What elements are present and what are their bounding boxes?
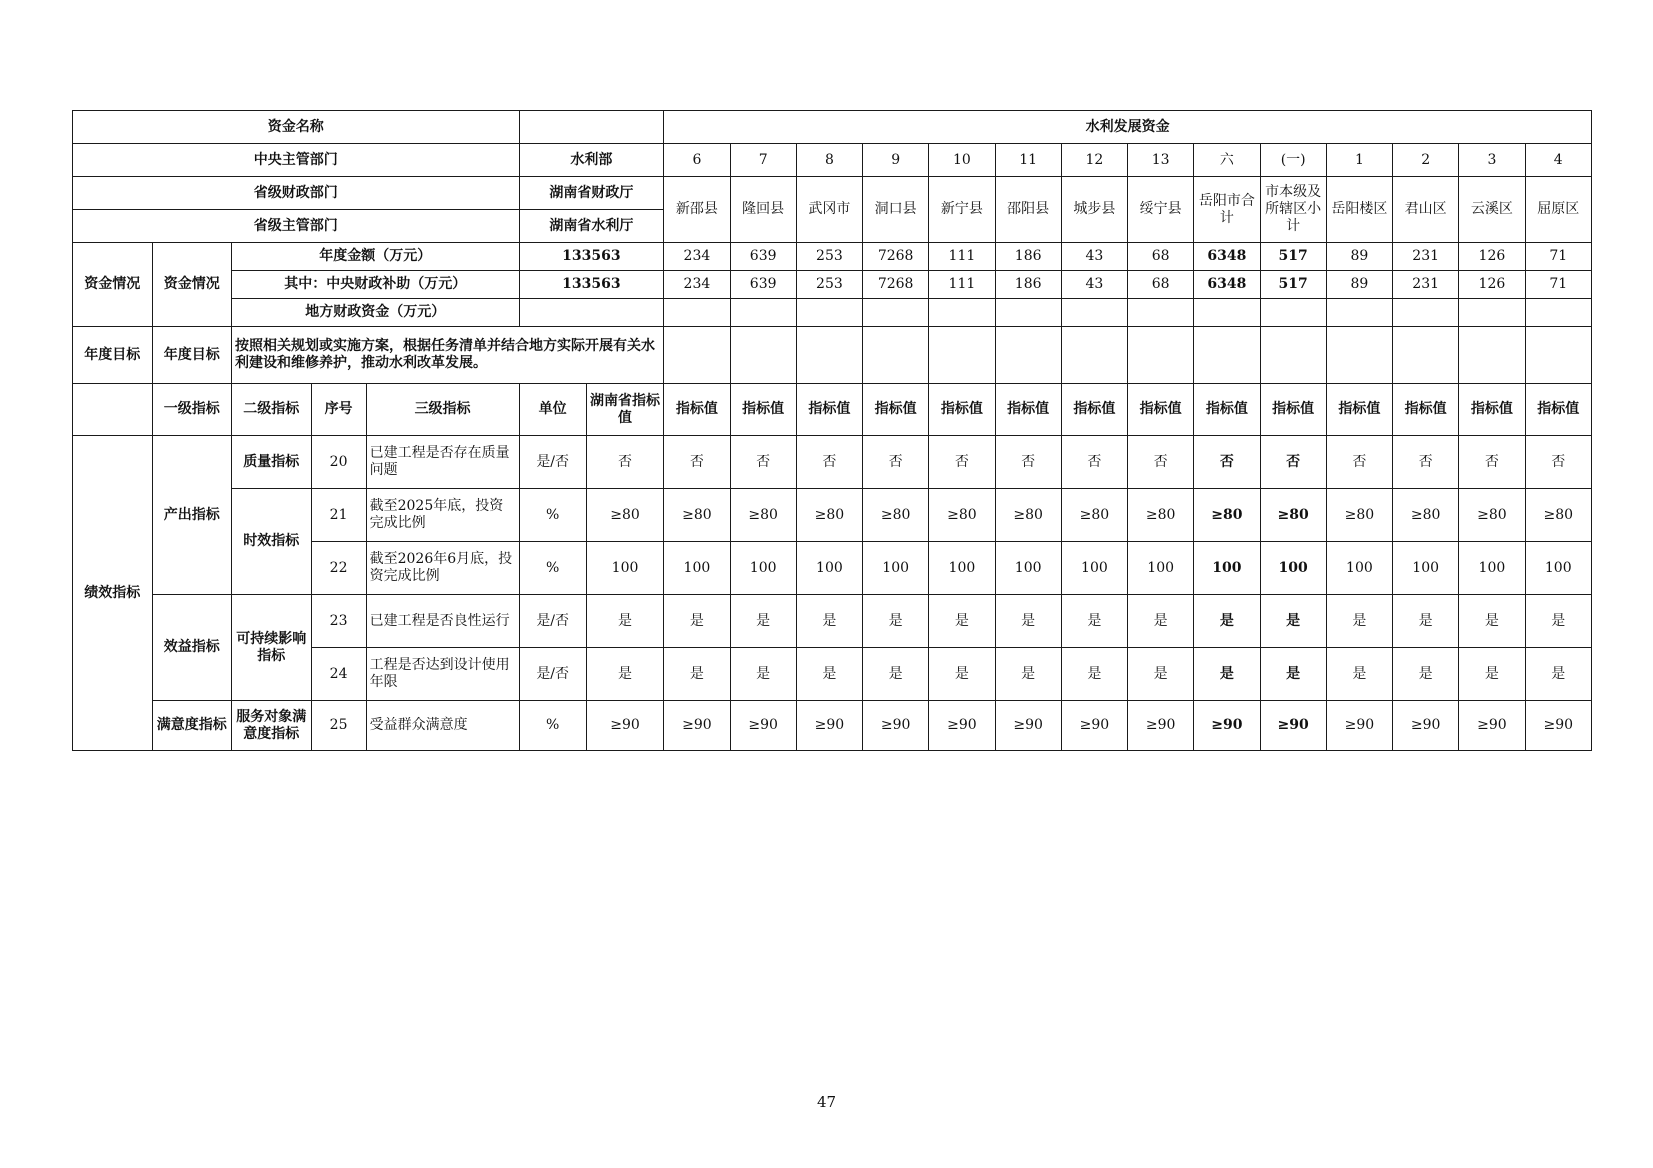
column-annual-amount: 71: [1525, 243, 1591, 271]
group-timeliness: 时效指标: [232, 489, 312, 595]
indicator-value: 是: [1393, 595, 1459, 648]
column-goal-blank: [1459, 327, 1525, 384]
column-goal-blank: [730, 327, 796, 384]
column-region-name: 君山区: [1393, 177, 1459, 243]
column-number: 12: [1061, 144, 1127, 177]
perf-label: 绩效指标: [73, 436, 153, 751]
annual-amount-row: [73, 243, 1592, 271]
column-central-subsidy: 126: [1459, 271, 1525, 299]
indicator-value: 100: [1525, 542, 1591, 595]
indicator-value: 100: [1260, 542, 1326, 595]
column-region-name: 岳阳市合计: [1194, 177, 1260, 243]
province-subsidy: 133563: [519, 271, 664, 299]
indicator-value: 100: [1061, 542, 1127, 595]
indicator-name: 截至2025年底，投资完成比例: [366, 489, 519, 542]
indicator-value: 是: [1393, 648, 1459, 701]
indicator-value: 100: [929, 542, 995, 595]
column-local-funds: [796, 299, 862, 327]
column-value-header: 指标值: [1128, 384, 1194, 436]
column-number: (一): [1260, 144, 1326, 177]
indicator-value: 100: [1128, 542, 1194, 595]
column-region-name: 武冈市: [796, 177, 862, 243]
column-annual-amount: 111: [929, 243, 995, 271]
prov-finance-label: 省级财政部门: [73, 177, 520, 210]
indicator-value: 否: [995, 436, 1061, 489]
column-local-funds: [1393, 299, 1459, 327]
indicator-value: 是: [1459, 648, 1525, 701]
indicator-value: 是: [1061, 595, 1127, 648]
column-goal-blank: [1061, 327, 1127, 384]
indicator-value: 否: [1260, 436, 1326, 489]
indicator-value: ≥90: [796, 701, 862, 751]
indicator-value: 是: [1459, 595, 1525, 648]
indicator-prov-value: 100: [586, 542, 663, 595]
indicator-unit: %: [519, 489, 586, 542]
column-region-name: 绥宁县: [1128, 177, 1194, 243]
column-annual-amount: 253: [796, 243, 862, 271]
indicator-seq: 20: [311, 436, 366, 489]
column-local-funds: [929, 299, 995, 327]
indicator-value: ≥80: [1525, 489, 1591, 542]
indicator-value: ≥90: [929, 701, 995, 751]
indicator-value: 是: [863, 595, 929, 648]
indicator-row-23: [73, 595, 1592, 648]
column-value-header: 指标值: [1194, 384, 1260, 436]
column-annual-amount: 639: [730, 243, 796, 271]
indicator-value: ≥80: [995, 489, 1061, 542]
province-amount: 133563: [519, 243, 664, 271]
column-region-name: 云溪区: [1459, 177, 1525, 243]
column-value-header: 指标值: [1326, 384, 1392, 436]
indicator-value: 是: [863, 648, 929, 701]
header-blank: [73, 384, 153, 436]
column-central-subsidy: 517: [1260, 271, 1326, 299]
indicator-value: 100: [1326, 542, 1392, 595]
indicator-unit: %: [519, 542, 586, 595]
indicator-value: 是: [1128, 648, 1194, 701]
indicator-value: 是: [995, 595, 1061, 648]
column-annual-amount: 186: [995, 243, 1061, 271]
column-goal-blank: [664, 327, 730, 384]
central-dept-row: [73, 144, 1592, 177]
indicator-value: 是: [1525, 595, 1591, 648]
indicator-value: 是: [664, 648, 730, 701]
column-local-funds: [1459, 299, 1525, 327]
indicator-seq: 25: [311, 701, 366, 751]
indicator-value: 是: [1326, 648, 1392, 701]
central-dept-label: 中央主管部门: [73, 144, 520, 177]
column-value-header: 指标值: [796, 384, 862, 436]
header-level1: 一级指标: [152, 384, 232, 436]
indicator-value: 是: [796, 648, 862, 701]
indicator-value: 否: [664, 436, 730, 489]
column-region-name: 市本级及所辖区小计: [1260, 177, 1326, 243]
local-funds-row: [73, 299, 1592, 327]
indicator-value: 是: [1061, 648, 1127, 701]
column-central-subsidy: 7268: [863, 271, 929, 299]
indicator-row-20: [73, 436, 1592, 489]
fund-name-label: 资金名称: [73, 111, 520, 144]
prov-finance-row: [73, 177, 1592, 210]
indicator-value: 否: [1194, 436, 1260, 489]
header-level3: 三级指标: [366, 384, 519, 436]
column-goal-blank: [796, 327, 862, 384]
column-goal-blank: [1260, 327, 1326, 384]
column-region-name: 邵阳县: [995, 177, 1061, 243]
indicator-value: 否: [1061, 436, 1127, 489]
group-benefit: 效益指标: [152, 595, 232, 701]
performance-target-table: [72, 110, 1592, 751]
column-number: 3: [1459, 144, 1525, 177]
column-central-subsidy: 231: [1393, 271, 1459, 299]
indicator-unit: 是/否: [519, 648, 586, 701]
indicator-value: 否: [863, 436, 929, 489]
indicator-value: 否: [929, 436, 995, 489]
indicator-value: 100: [995, 542, 1061, 595]
prov-dept-value: 湖南省水利厅: [519, 210, 664, 243]
column-region-name: 新邵县: [664, 177, 730, 243]
column-central-subsidy: 89: [1326, 271, 1392, 299]
indicator-value: ≥80: [1128, 489, 1194, 542]
column-value-header: 指标值: [929, 384, 995, 436]
column-local-funds: [1061, 299, 1127, 327]
indicator-prov-value: 是: [586, 648, 663, 701]
indicator-value: 100: [1393, 542, 1459, 595]
column-local-funds: [664, 299, 730, 327]
column-goal-blank: [863, 327, 929, 384]
column-central-subsidy: 71: [1525, 271, 1591, 299]
indicator-value: 否: [1128, 436, 1194, 489]
column-region-name: 隆回县: [730, 177, 796, 243]
indicator-value: 是: [1194, 648, 1260, 701]
header-prov-value: 湖南省指标值: [586, 384, 663, 436]
column-value-header: 指标值: [1459, 384, 1525, 436]
column-goal-blank: [1194, 327, 1260, 384]
column-local-funds: [995, 299, 1061, 327]
column-value-header: 指标值: [1260, 384, 1326, 436]
indicator-value: 100: [1194, 542, 1260, 595]
column-number: 13: [1128, 144, 1194, 177]
column-local-funds: [1326, 299, 1392, 327]
prov-finance-value: 湖南省财政厅: [519, 177, 664, 210]
indicator-unit: %: [519, 701, 586, 751]
indicator-value: ≥80: [929, 489, 995, 542]
column-goal-blank: [995, 327, 1061, 384]
column-goal-blank: [1393, 327, 1459, 384]
indicator-name: 受益群众满意度: [366, 701, 519, 751]
column-central-subsidy: 253: [796, 271, 862, 299]
indicator-value: ≥90: [995, 701, 1061, 751]
indicator-value: 是: [1260, 595, 1326, 648]
indicator-value: ≥90: [1128, 701, 1194, 751]
indicator-value: 是: [929, 595, 995, 648]
goal-text: 按照相关规划或实施方案，根据任务清单并结合地方实际开展有关水利建设和维修养护，推动水利改革发展。: [232, 327, 664, 384]
column-local-funds: [1194, 299, 1260, 327]
annual-goal-row: [73, 327, 1592, 384]
column-central-subsidy: 68: [1128, 271, 1194, 299]
indicator-value: 否: [1393, 436, 1459, 489]
indicator-name: 已建工程是否良性运行: [366, 595, 519, 648]
annual-amount-label: 年度金额（万元）: [232, 243, 520, 271]
fund-name-blank: [519, 111, 664, 144]
column-annual-amount: 6348: [1194, 243, 1260, 271]
indicator-seq: 22: [311, 542, 366, 595]
column-number: 9: [863, 144, 929, 177]
indicator-value: 100: [863, 542, 929, 595]
column-number: 11: [995, 144, 1061, 177]
indicator-prov-value: ≥90: [586, 701, 663, 751]
indicator-value: ≥90: [1459, 701, 1525, 751]
fund-name-value: 水利发展资金: [664, 111, 1592, 144]
column-annual-amount: 234: [664, 243, 730, 271]
indicator-value: 是: [796, 595, 862, 648]
indicator-value: ≥80: [1260, 489, 1326, 542]
column-annual-amount: 126: [1459, 243, 1525, 271]
header-unit: 单位: [519, 384, 586, 436]
central-subsidy-label: 其中：中央财政补助（万元）: [232, 271, 520, 299]
indicator-value: 是: [1525, 648, 1591, 701]
group-sustain: 可持续影响指标: [232, 595, 312, 701]
indicator-value: 否: [1459, 436, 1525, 489]
local-funds-label: 地方财政资金（万元）: [232, 299, 520, 327]
indicator-unit: 是/否: [519, 436, 586, 489]
column-value-header: 指标值: [730, 384, 796, 436]
indicator-prov-value: 否: [586, 436, 663, 489]
funds-label-1: 资金情况: [73, 243, 153, 327]
indicator-value: ≥90: [1194, 701, 1260, 751]
indicator-value: 否: [796, 436, 862, 489]
indicator-prov-value: ≥80: [586, 489, 663, 542]
indicator-value: ≥80: [1393, 489, 1459, 542]
indicator-row-25: [73, 701, 1592, 751]
column-number: 10: [929, 144, 995, 177]
column-annual-amount: 43: [1061, 243, 1127, 271]
header-level2: 二级指标: [232, 384, 312, 436]
indicator-value: ≥90: [1260, 701, 1326, 751]
column-region-name: 洞口县: [863, 177, 929, 243]
column-annual-amount: 89: [1326, 243, 1392, 271]
column-region-name: 屈原区: [1525, 177, 1591, 243]
indicator-name: 工程是否达到设计使用年限: [366, 648, 519, 701]
indicator-header-row: [73, 384, 1592, 436]
column-goal-blank: [1525, 327, 1591, 384]
column-annual-amount: 68: [1128, 243, 1194, 271]
column-central-subsidy: 639: [730, 271, 796, 299]
column-annual-amount: 517: [1260, 243, 1326, 271]
indicator-value: ≥90: [1326, 701, 1392, 751]
indicator-value: ≥80: [863, 489, 929, 542]
column-goal-blank: [1128, 327, 1194, 384]
column-goal-blank: [1326, 327, 1392, 384]
column-value-header: 指标值: [1393, 384, 1459, 436]
column-value-header: 指标值: [863, 384, 929, 436]
indicator-seq: 23: [311, 595, 366, 648]
column-value-header: 指标值: [1525, 384, 1591, 436]
column-number: 六: [1194, 144, 1260, 177]
indicator-value: ≥80: [1194, 489, 1260, 542]
fund-name-row: [73, 111, 1592, 144]
indicator-value: 是: [730, 595, 796, 648]
indicator-value: ≥90: [1061, 701, 1127, 751]
indicator-value: 是: [664, 595, 730, 648]
column-goal-blank: [929, 327, 995, 384]
indicator-value: ≥90: [664, 701, 730, 751]
indicator-value: 100: [1459, 542, 1525, 595]
indicator-value: 是: [929, 648, 995, 701]
column-central-subsidy: 234: [664, 271, 730, 299]
central-subsidy-row: [73, 271, 1592, 299]
indicator-value: 是: [730, 648, 796, 701]
indicator-value: 否: [1525, 436, 1591, 489]
column-local-funds: [863, 299, 929, 327]
column-region-name: 岳阳楼区: [1326, 177, 1392, 243]
column-annual-amount: 231: [1393, 243, 1459, 271]
column-local-funds: [1128, 299, 1194, 327]
column-local-funds: [1525, 299, 1591, 327]
column-value-header: 指标值: [1061, 384, 1127, 436]
column-number: 6: [664, 144, 730, 177]
funds-label-2: 资金情况: [152, 243, 232, 327]
column-region-name: 城步县: [1061, 177, 1127, 243]
goal-label-2: 年度目标: [152, 327, 232, 384]
group-output: 产出指标: [152, 436, 232, 595]
indicator-value: ≥80: [664, 489, 730, 542]
column-local-funds: [730, 299, 796, 327]
indicator-value: ≥90: [863, 701, 929, 751]
indicator-value: 是: [1194, 595, 1260, 648]
local-funds-province: [519, 299, 664, 327]
column-annual-amount: 7268: [863, 243, 929, 271]
indicator-seq: 24: [311, 648, 366, 701]
indicator-value: ≥80: [1061, 489, 1127, 542]
column-number: 1: [1326, 144, 1392, 177]
indicator-value: 否: [1326, 436, 1392, 489]
column-region-name: 新宁县: [929, 177, 995, 243]
column-number: 7: [730, 144, 796, 177]
group-satisfaction: 满意度指标: [152, 701, 232, 751]
column-central-subsidy: 111: [929, 271, 995, 299]
indicator-value: 是: [1326, 595, 1392, 648]
indicator-value: 是: [995, 648, 1061, 701]
indicator-name: 已建工程是否存在质量问题: [366, 436, 519, 489]
column-number: 4: [1525, 144, 1591, 177]
prov-dept-label: 省级主管部门: [73, 210, 520, 243]
indicator-value: ≥80: [1326, 489, 1392, 542]
column-local-funds: [1260, 299, 1326, 327]
header-seq: 序号: [311, 384, 366, 436]
indicator-value: ≥80: [1459, 489, 1525, 542]
group-service: 服务对象满意度指标: [232, 701, 312, 751]
indicator-unit: 是/否: [519, 595, 586, 648]
goal-label-1: 年度目标: [73, 327, 153, 384]
indicator-value: ≥90: [730, 701, 796, 751]
indicator-seq: 21: [311, 489, 366, 542]
column-number: 8: [796, 144, 862, 177]
indicator-value: ≥90: [1393, 701, 1459, 751]
column-central-subsidy: 186: [995, 271, 1061, 299]
indicator-value: 是: [1260, 648, 1326, 701]
column-central-subsidy: 43: [1061, 271, 1127, 299]
indicator-value: 是: [1128, 595, 1194, 648]
indicator-prov-value: 是: [586, 595, 663, 648]
column-value-header: 指标值: [664, 384, 730, 436]
group-quality: 质量指标: [232, 436, 312, 489]
column-value-header: 指标值: [995, 384, 1061, 436]
indicator-row-21: [73, 489, 1592, 542]
indicator-value: 100: [664, 542, 730, 595]
indicator-value: 100: [730, 542, 796, 595]
central-dept-value: 水利部: [519, 144, 664, 177]
indicator-value: ≥80: [730, 489, 796, 542]
indicator-value: ≥90: [1525, 701, 1591, 751]
column-central-subsidy: 6348: [1194, 271, 1260, 299]
column-number: 2: [1393, 144, 1459, 177]
page-number: 47: [816, 1093, 837, 1111]
indicator-value: ≥80: [796, 489, 862, 542]
indicator-value: 100: [796, 542, 862, 595]
indicator-name: 截至2026年6月底，投资完成比例: [366, 542, 519, 595]
indicator-value: 否: [730, 436, 796, 489]
